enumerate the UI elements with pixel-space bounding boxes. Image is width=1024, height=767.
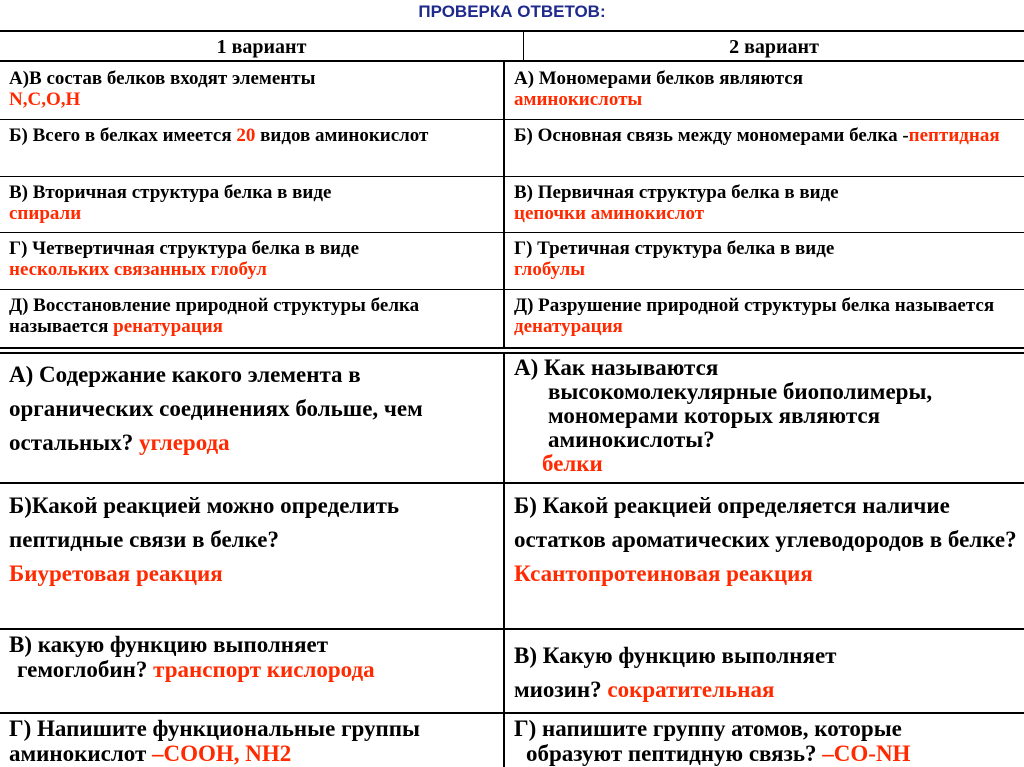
table-row-v2-b (505, 125, 1024, 146)
row-divider (0, 119, 1024, 120)
question-text: Б) Всего в белках имеется (9, 125, 232, 146)
answer-text: цепочки аминокислот (514, 203, 705, 224)
question-block-v1-d (0, 716, 503, 766)
row-divider (0, 176, 1024, 177)
table-row-v2-e (505, 295, 1024, 337)
question-text: Д) Восстановление природной структуры белка называется (9, 295, 420, 337)
table-row-v1-c (0, 182, 503, 224)
question-text: Г) напишите группу атомов, которые (514, 716, 902, 741)
question-line (514, 741, 1018, 766)
question-text: миозин? (514, 677, 602, 702)
question-block-v1-b (0, 489, 503, 591)
table-row-v2-d (505, 238, 1024, 280)
question-text: Г) Третичная структура белка в виде (514, 238, 835, 259)
question-text: А) Мономерами белков являются (514, 68, 803, 89)
table-row-v1-e (0, 295, 503, 337)
row-divider (0, 482, 1024, 484)
answer-text: углерода (139, 430, 230, 455)
table-row-v1-b (0, 125, 503, 146)
question-block-v2-d (505, 716, 1024, 766)
question-text: В) какую функцию выполняет (9, 632, 329, 657)
question-block-v2-c (505, 639, 1024, 707)
answer-text: сократительная (607, 677, 775, 702)
answer-text: Ксантопротеиновая реакция (514, 561, 813, 586)
question-text: А) Как называются (514, 355, 719, 380)
question-text: В) Вторичная структура белка в виде (9, 182, 332, 203)
variant-2-header: 2 вариант (524, 30, 1024, 62)
question-line (514, 673, 1018, 707)
question-text: А) Содержание какого элемента в органических соединениях больше, чем остальных? (9, 362, 423, 455)
answer-text: 20 (236, 125, 256, 146)
answer-text: аминокислоты (514, 89, 643, 110)
answer-text: глобулы (514, 259, 586, 280)
question-text: В) Первичная структура белка в виде (514, 182, 839, 203)
variant-1-header: 1 вариант (0, 30, 524, 62)
table-row-v2-a (505, 68, 1024, 110)
row-divider (0, 289, 1024, 290)
row-divider (0, 712, 1024, 714)
table-row-v1-d (0, 238, 503, 280)
answer-text: нескольких связанных глобул (9, 259, 267, 280)
table-row-v2-c (505, 182, 1024, 224)
answer-text: спирали (9, 203, 82, 224)
question-block-v2-b (505, 489, 1024, 591)
question-text: Г) Четвертичная структура белка в виде (9, 238, 360, 259)
answer-text: пептидная (908, 125, 1000, 146)
answer-text: –COOH, NH2 (152, 741, 292, 766)
question-text: В) Какую функцию выполняет (514, 643, 837, 668)
question-text: видов аминокислот (260, 125, 429, 146)
question-block-v1-c (0, 632, 503, 682)
question-text: Г) Напишите функциональные группы аминокислот (9, 716, 420, 766)
answer-text: –CO-NH (822, 741, 911, 766)
answer-text: денатурация (514, 316, 623, 337)
question-line (9, 657, 497, 682)
question-text: Б)Какой реакцией можно определить пептидные связи в белке? (9, 493, 400, 552)
table-row-v1-a (0, 68, 503, 110)
answer-text: ренатурация (113, 316, 223, 337)
row-divider (0, 232, 1024, 233)
section-divider (0, 352, 1024, 354)
question-text: Б) Какой реакцией определяется наличие остатков ароматических углеводородов в белке? (514, 493, 1017, 552)
answer-text: N,C,O,H (9, 89, 81, 110)
row-divider (0, 628, 1024, 630)
section-divider (0, 347, 1024, 349)
question-text: Б) Основная связь между мономерами белка - (514, 125, 909, 146)
question-block-v2-a (505, 356, 1024, 476)
question-block-v1-a (0, 358, 503, 460)
answer-text: транспорт кислорода (153, 657, 375, 682)
answer-text: белки (542, 451, 603, 476)
question-text: образуют пептидную связь? (526, 741, 817, 766)
answer-text: Биуретовая реакция (9, 561, 223, 586)
question-text: А)В состав белков входят элементы (9, 68, 316, 89)
question-text: высокомолекулярные биополимеры, мономерами которых являются аминокислоты? (548, 379, 933, 452)
page-title: ПРОВЕРКА ОТВЕТОВ: (418, 2, 606, 21)
question-text: Д) Разрушение природной структуры белка называется (514, 295, 995, 316)
question-text: гемоглобин? (17, 657, 148, 682)
